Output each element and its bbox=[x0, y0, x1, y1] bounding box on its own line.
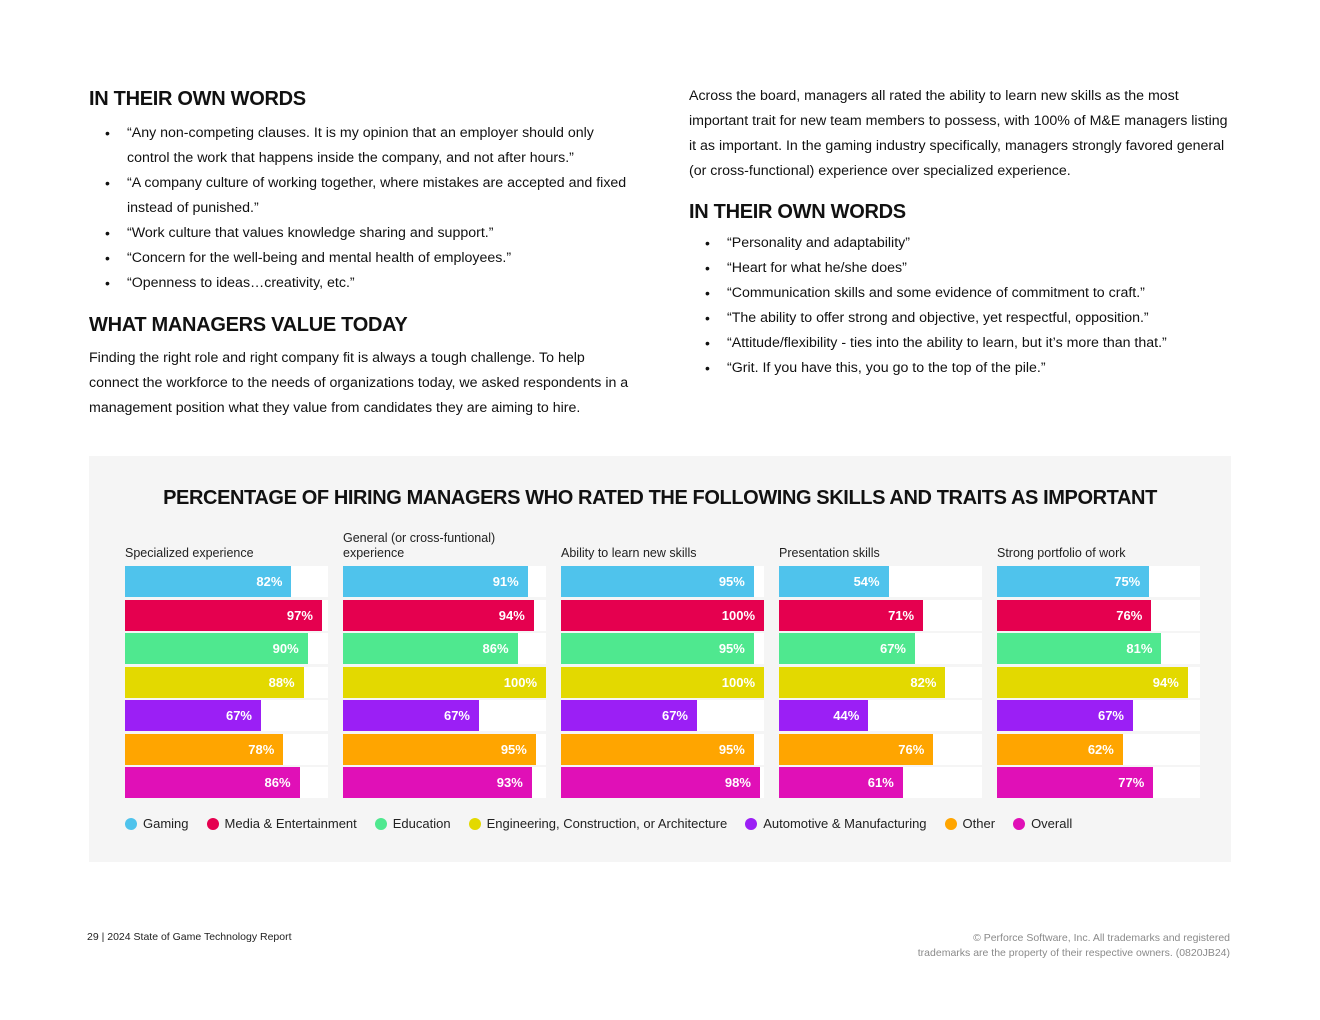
list-item: • “Communication skills and some evidence of commitment to craft.” bbox=[689, 281, 1234, 306]
legend-label: Engineering, Construction, or Architecture bbox=[486, 816, 728, 831]
legend-dot-icon bbox=[1013, 818, 1025, 830]
bar bbox=[125, 633, 308, 664]
bar bbox=[779, 667, 945, 698]
legend-dot-icon bbox=[375, 818, 387, 830]
legend-label: Education bbox=[392, 816, 451, 831]
bar bbox=[343, 667, 546, 698]
legend-item bbox=[207, 816, 357, 831]
bar-value-label: 54% bbox=[853, 574, 880, 589]
group-label-holder bbox=[343, 530, 546, 561]
bar-value-label: 97% bbox=[286, 607, 313, 623]
group-label: General (or cross-funtional) experience bbox=[343, 531, 496, 560]
right-column bbox=[689, 86, 1234, 381]
legend-item bbox=[745, 816, 926, 831]
quote-list bbox=[689, 231, 1234, 381]
intro-paragraph: Finding the right role and right company fit is always a tough challenge. To help connect the workforce to the needs of organizations today, we asked respondents in a management position what they value from candidates they are aiming to hire. bbox=[89, 350, 629, 416]
bar bbox=[125, 734, 283, 765]
bar bbox=[779, 734, 933, 765]
summary-paragraph: Across the board, managers all rated the ability to learn new skills as the most important trait for new team members to possess, with 100% of M&E managers listing it as important. In the gaming industry specifically, managers strongly favored general (or cross-functional) experience over specialized experience. bbox=[689, 88, 1228, 179]
bar-value-label: 95% bbox=[718, 641, 745, 656]
legend-item bbox=[945, 816, 996, 831]
bar-value-label: 95% bbox=[718, 741, 745, 757]
legend-dot-icon bbox=[125, 818, 137, 830]
quote-list bbox=[89, 121, 634, 296]
bar bbox=[343, 566, 528, 597]
bar bbox=[343, 700, 479, 731]
bar bbox=[997, 633, 1161, 664]
bar-value-label: 67% bbox=[225, 708, 252, 723]
bar-value-label: 75% bbox=[1114, 574, 1141, 589]
bar bbox=[997, 767, 1153, 798]
bar bbox=[561, 600, 764, 631]
bar-value-label: 91% bbox=[492, 574, 519, 589]
bar-value-label: 61% bbox=[867, 775, 894, 790]
list-item: • “Concern for the well-being and mental health of employees.” bbox=[89, 246, 634, 271]
bar-value-label: 67% bbox=[879, 641, 906, 656]
bar-value-label: 78% bbox=[248, 741, 275, 757]
legend-item bbox=[1013, 816, 1072, 831]
legend-dot-icon bbox=[469, 818, 481, 830]
bar bbox=[125, 566, 291, 597]
section-heading-own-words-2: IN THEIR OWN WORDS bbox=[689, 201, 906, 223]
bar bbox=[779, 600, 923, 631]
bar-value-label: 76% bbox=[1116, 607, 1143, 623]
bar bbox=[125, 600, 322, 631]
legend-item bbox=[469, 816, 728, 831]
group-label: Ability to learn new skills bbox=[561, 546, 697, 560]
legend-label: Media & Entertainment bbox=[224, 816, 357, 831]
bar-value-label: 93% bbox=[496, 775, 523, 790]
chart-panel bbox=[89, 456, 1231, 862]
bar-value-label: 86% bbox=[264, 775, 291, 790]
left-column bbox=[89, 86, 634, 421]
bar-value-label: 94% bbox=[498, 607, 525, 623]
bar-value-label: 62% bbox=[1087, 741, 1114, 757]
bar-value-label: 76% bbox=[898, 741, 925, 757]
bar bbox=[125, 767, 300, 798]
bar bbox=[779, 767, 903, 798]
bar bbox=[997, 667, 1188, 698]
footer-copyright-line: trademarks are the property of their respective owners. (0820JB24) bbox=[917, 947, 1230, 959]
bar-value-label: 67% bbox=[1097, 708, 1124, 723]
bar-value-label: 100% bbox=[721, 607, 755, 623]
list-item: • “Work culture that values knowledge sharing and support.” bbox=[89, 221, 634, 246]
bar-value-label: 77% bbox=[1118, 775, 1145, 790]
group-label: Specialized experience bbox=[125, 546, 254, 560]
bar-value-label: 95% bbox=[500, 741, 527, 757]
list-item: • “Grit. If you have this, you go to the top of the pile.” bbox=[689, 356, 1234, 381]
footer-copyright-line: © Perforce Software, Inc. All trademarks and registered bbox=[973, 932, 1230, 944]
bar bbox=[561, 566, 754, 597]
list-item: • “A company culture of working together, where mistakes are accepted and fixed instead of punished.” bbox=[89, 171, 634, 221]
bar bbox=[343, 600, 534, 631]
bar bbox=[997, 566, 1149, 597]
bar-value-label: 88% bbox=[268, 674, 295, 690]
bar bbox=[997, 700, 1133, 731]
group-label-holder bbox=[779, 530, 982, 561]
bar bbox=[125, 700, 261, 731]
list-item: • “Openness to ideas…creativity, etc.” bbox=[89, 271, 634, 296]
footer-page-label: 29 | 2024 State of Game Technology Report bbox=[87, 931, 292, 943]
bar bbox=[779, 566, 889, 597]
bar bbox=[561, 767, 760, 798]
bar bbox=[997, 600, 1151, 631]
legend-label: Other bbox=[962, 816, 996, 831]
bar-value-label: 98% bbox=[724, 775, 751, 790]
group-label-holder bbox=[561, 530, 764, 561]
bar-value-label: 67% bbox=[661, 708, 688, 723]
list-item: • “The ability to offer strong and objective, yet respectful, opposition.” bbox=[689, 306, 1234, 331]
legend-item bbox=[375, 816, 451, 831]
list-item: • “Personality and adaptability” bbox=[689, 231, 1234, 256]
bar-value-label: 82% bbox=[256, 574, 283, 589]
bar-value-label: 82% bbox=[910, 674, 937, 690]
bar-value-label: 81% bbox=[1126, 641, 1153, 656]
bar bbox=[343, 767, 532, 798]
legend-label: Overall bbox=[1031, 816, 1073, 831]
bar bbox=[343, 633, 518, 664]
bar bbox=[561, 734, 754, 765]
section-heading-own-words: IN THEIR OWN WORDS bbox=[89, 88, 306, 110]
bar bbox=[561, 633, 754, 664]
list-item: • “Heart for what he/she does” bbox=[689, 256, 1234, 281]
bar bbox=[561, 700, 697, 731]
legend-label: Automotive & Manufacturing bbox=[763, 816, 927, 831]
bar bbox=[561, 667, 764, 698]
chart-legend bbox=[125, 816, 1090, 831]
section-heading-managers-value: WHAT MANAGERS VALUE TODAY bbox=[89, 314, 408, 336]
bar-value-label: 95% bbox=[718, 574, 745, 589]
bar bbox=[779, 633, 915, 664]
legend-dot-icon bbox=[945, 818, 957, 830]
bar-value-label: 94% bbox=[1152, 674, 1179, 690]
group-label: Presentation skills bbox=[779, 546, 880, 560]
bar-value-label: 86% bbox=[482, 641, 509, 656]
footer-copyright bbox=[810, 931, 1230, 961]
bar-value-label: 44% bbox=[833, 708, 860, 723]
bar bbox=[997, 734, 1123, 765]
group-label-holder bbox=[997, 530, 1200, 561]
bar bbox=[779, 700, 868, 731]
bar-value-label: 100% bbox=[721, 674, 755, 690]
chart-title: PERCENTAGE OF HIRING MANAGERS WHO RATED THE FOLLOWING SKILLS AND TRAITS AS IMPORTANT bbox=[163, 487, 1157, 509]
bar bbox=[343, 734, 536, 765]
group-label: Strong portfolio of work bbox=[997, 546, 1126, 560]
bar-value-label: 71% bbox=[888, 607, 915, 623]
list-item: • “Any non-competing clauses. It is my opinion that an employer should only control the work that happens inside the company, and not after hours.” bbox=[89, 121, 634, 171]
legend-label: Gaming bbox=[143, 816, 189, 831]
bar bbox=[125, 667, 304, 698]
bar-value-label: 67% bbox=[443, 708, 470, 723]
bar-value-label: 100% bbox=[503, 674, 537, 690]
legend-dot-icon bbox=[207, 818, 219, 830]
legend-item bbox=[125, 816, 189, 831]
bar-value-label: 90% bbox=[272, 641, 299, 656]
legend-dot-icon bbox=[745, 818, 757, 830]
group-label-holder bbox=[125, 530, 328, 561]
list-item: • “Attitude/flexibility - ties into the ability to learn, but it’s more than that.” bbox=[689, 331, 1234, 356]
